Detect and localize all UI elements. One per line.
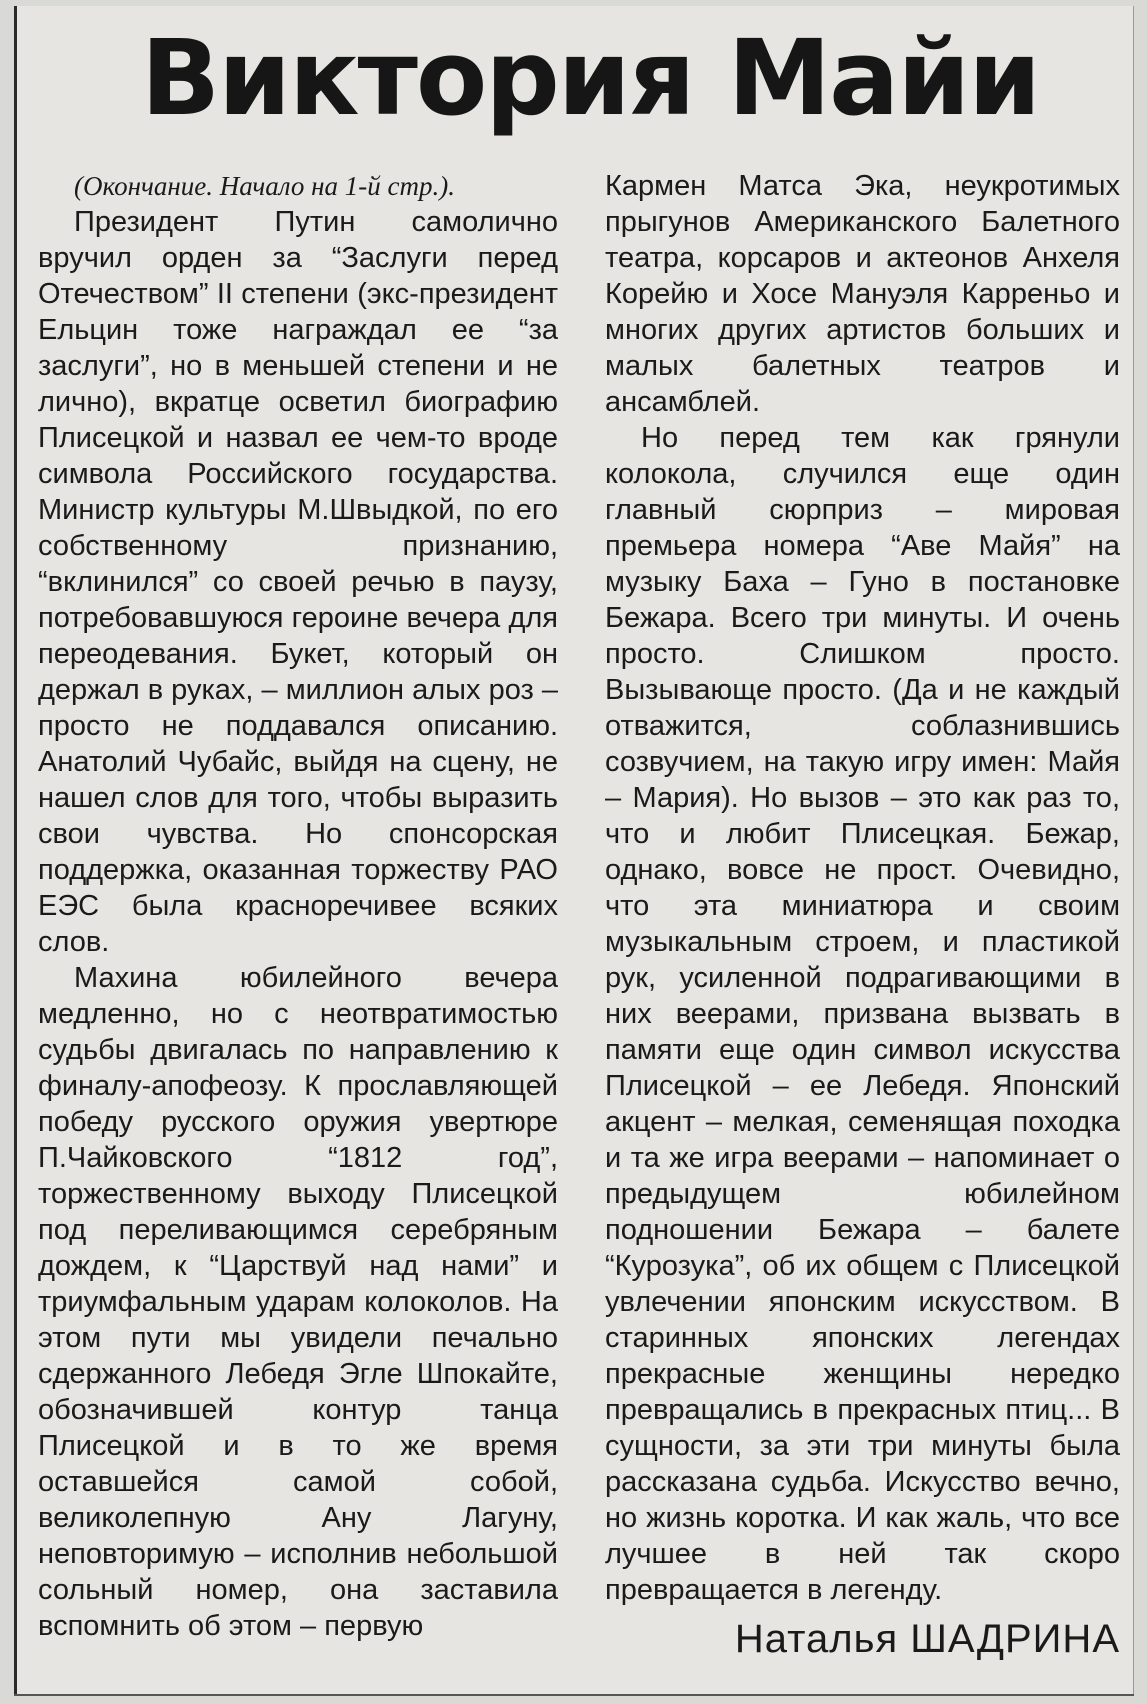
- paragraph-continuation: Кармен Матса Эка, неукротимых прыгунов Американского Балетного театра, корсаров и актеонов Анхеля Корейю и Хосе Мануэля Карреньо и многих других артистов больших и малых балетных театров и ансамблей.: [605, 170, 1120, 418]
- headline: Виктория Майи: [140, 17, 1040, 139]
- author-byline: Наталья ШАДРИНА: [734, 1617, 1120, 1661]
- bottom-rule: [14, 1694, 1134, 1696]
- left-column: [38, 168, 558, 1644]
- paragraph: Но перед тем как грянули колокола, случился еще один главный сюрприз – мировая премьера номера “Аве Майя” на музыку Баха – Гуно в постановке Бежара. Всего три минуты. И очень просто. Слишком просто. Вызывающе просто. (Да и не каждый отважится, соблазнившись созвучием, на такую игру имен: Майя – Мария). Но вызов – это как раз то, что и любит Плисецкая. Бежар, однако, вовсе не прост. Очевидно, что эта миниатюра и своим музыкальным строем, и пластикой рук, усиленной подрагивающими в них веерами, призвана вызвать в памяти еще один символ искусства Плисецкой – ее Лебедя. Японский акцент – мелкая, семенящая походка и та же игра веерами – напоминает о предыдущем юбилейном подношении Бежара – балете “Курозука”, об их общем с Плисецкой увлечении японским искусством. В старинных японских легендах прекрасные женщины нередко превращались в прекрасных птиц... В сущности, за эти три минуты была рассказана судьба. Искусство вечно, но жизнь коротка. И как жаль, что все лучшее в ней так скоро превращается в легенду.: [605, 422, 1120, 1606]
- right-column: [605, 168, 1120, 1608]
- intro-note: (Окончание. Начало на 1-й стр.).: [74, 171, 455, 201]
- paragraph: Президент Путин самолично вручил орден за “Заслуги перед Отечеством” II степени (экс-президент Ельцин тоже награждал ее “за заслуги”, но в меньшей степени и не лично), вкратце осветил биографию Плисецкой и назвал ее чем-то вроде символа Российского государства. Министр культуры М.Швыдкой, по его собственному признанию, “вклинился” со своей речью в паузу, потребовавшуюся героине вечера для переодевания. Букет, который он держал в руках, – миллион алых роз – просто не поддавался описанию. Анатолий Чубайс, выйдя на сцену, не нашел слов для того, чтобы выразить свои чувства. Но спонсорская поддержка, оказанная торжеству РАО ЕЭС была красноречивее всяких слов.: [38, 206, 558, 958]
- paragraph: Махина юбилейного вечера медленно, но с неотвратимостью судьбы двигалась по направлению к финалу-апофеозу. К прославляющей победу русского оружия увертюре П.Чайковского “1812 год”, торжественному выходу Плисецкой под переливающимся серебряным дождем, к “Царствуй над нами” и триумфальным ударам колоколов. На этом пути мы увидели печально сдержанного Лебедя Эгле Шпокайте, обозначившей контур танца Плисецкой и в то же время оставшейся самой собой, великолепную Ану Лагуну, неповторимую – исполнив небольшой сольный номер, она заставила вспомнить об этом – первую: [38, 962, 558, 1642]
